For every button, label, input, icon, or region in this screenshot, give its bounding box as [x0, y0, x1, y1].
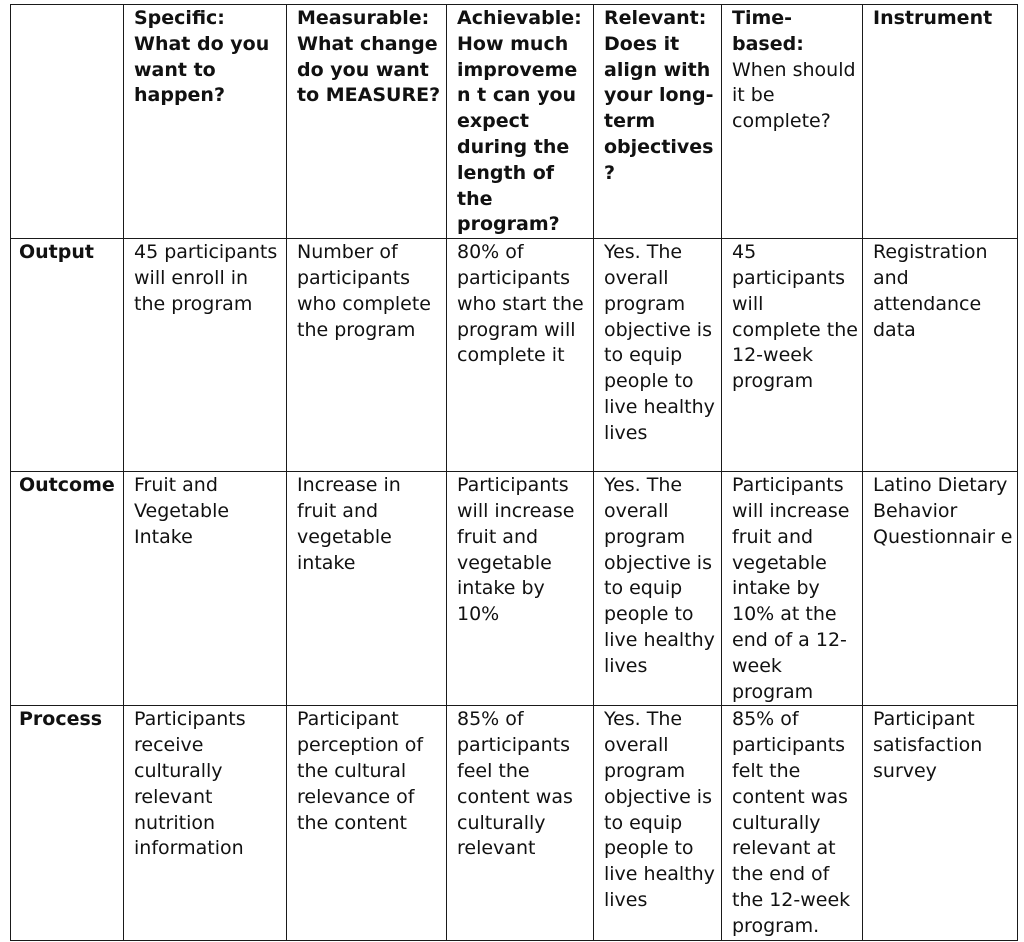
cell-outcome-achievable: Participants will increase fruit and vegetable intake by 10%: [447, 472, 594, 706]
table-row-output: [11, 239, 1018, 472]
cell-output-achievable: 80% of participants who start the program will complete it: [447, 239, 594, 472]
table-row-outcome: [11, 472, 1018, 706]
cell-output-relevant: Yes. The overall program objective is to equip people to live healthy lives: [594, 239, 722, 472]
smart-objectives-table: [10, 4, 1018, 941]
cell-process-instrument: Participant satisfaction survey: [863, 706, 1018, 940]
header-measurable: Measurable: What change do you want to MEASURE?: [287, 5, 447, 239]
row-label-outcome: Outcome: [11, 472, 124, 706]
row-label-process: Process: [11, 706, 124, 940]
cell-output-time-based: 45 participants will complete the 12-week program: [722, 239, 863, 472]
header-row: [11, 5, 1018, 239]
header-time-based-label: Time-based:: [732, 7, 804, 55]
header-time-based-question: When should it be complete?: [732, 58, 856, 133]
cell-output-specific: 45 participants will enroll in the program: [124, 239, 287, 472]
cell-process-specific: Participants receive culturally relevant nutrition information: [124, 706, 287, 940]
header-instrument: Instrument: [863, 5, 1018, 239]
cell-output-measurable: Number of participants who complete the program: [287, 239, 447, 472]
table-row-process: [11, 706, 1018, 940]
cell-process-relevant: Yes. The overall program objective is to equip people to live healthy lives: [594, 706, 722, 940]
header-specific: Specific: What do you want to happen?: [124, 5, 287, 239]
corner-cell: [11, 5, 124, 239]
cell-process-achievable: 85% of participants feel the content was culturally relevant: [447, 706, 594, 940]
row-label-output: Output: [11, 239, 124, 472]
cell-outcome-time-based: Participants will increase fruit and vegetable intake by 10% at the end of a 12-week program: [722, 472, 863, 706]
cell-outcome-measurable: Increase in fruit and vegetable intake: [287, 472, 447, 706]
header-relevant: Relevant: Does it align with your long-term objectives ?: [594, 5, 722, 239]
cell-process-measurable: Participant perception of the cultural relevance of the content: [287, 706, 447, 940]
header-time-based: [722, 5, 863, 239]
cell-outcome-specific: Fruit and Vegetable Intake: [124, 472, 287, 706]
cell-outcome-instrument: Latino Dietary Behavior Questionnair e: [863, 472, 1018, 706]
cell-outcome-relevant: Yes. The overall program objective is to equip people to live healthy lives: [594, 472, 722, 706]
cell-output-instrument: Registration and attendance data: [863, 239, 1018, 472]
header-achievable: Achievable: How much improvemen t can you expect during the length of the program?: [447, 5, 594, 239]
cell-process-time-based: 85% of participants felt the content was culturally relevant at the end of the 12-week program.: [722, 706, 863, 940]
